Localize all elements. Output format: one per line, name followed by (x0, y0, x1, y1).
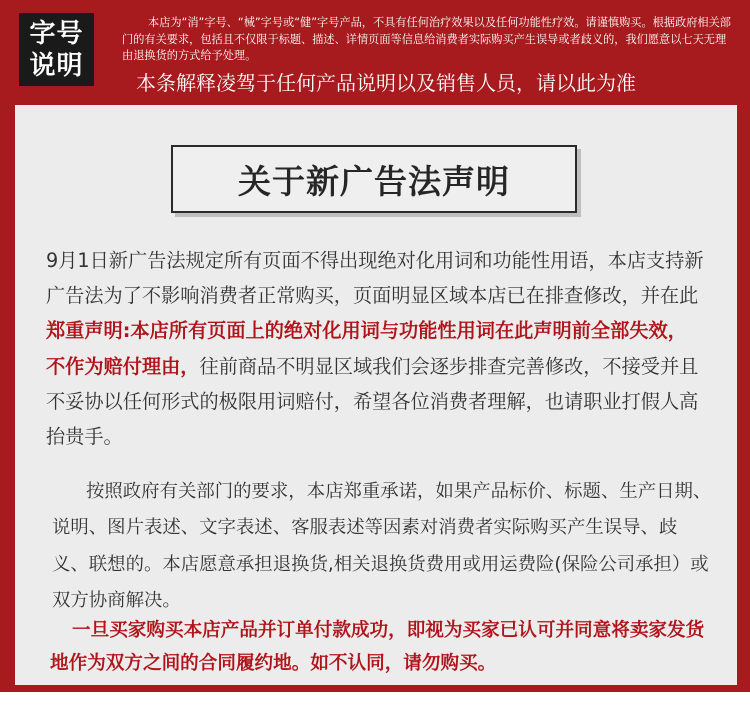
para1-text-after: 往前商品不明显区域我们会逐步排查完善修改，不接受并且不妥协以任何形式的极限用词赔付，希望各位消费者理解，也请职业打假人高抬贵手。 (46, 354, 699, 449)
badge (19, 13, 94, 86)
header (0, 0, 750, 105)
header-strong-line: 本条解释凌驾于任何产品说明以及销售人员，请以此为准 (136, 71, 636, 95)
badge-line-1: 字号 (29, 18, 84, 49)
page-title: 关于新广告法声明 (238, 161, 510, 201)
header-notice: 本店为“消”字号、“械”字号或“健”字号产品，不具有任何治疗效果以及任何功能性疗效。请谨慎购买。根据政府相关部门的有关要求，包括且不仅限于标题、描述、详情页面等信息给消费者实际购买产生误导或者歧义的，我们愿意以七天无理由退换货的方式给予处理。 (122, 16, 731, 62)
bottom-strip (0, 692, 750, 722)
paragraph-1 (46, 243, 706, 454)
para1-text-red: 郑重声明:本店所有页面上的绝对化用词与功能性用词在此声明前全部失效，不作为赔付理由， (46, 319, 687, 378)
paragraph-3: 一旦买家购买本店产品并订单付款成功，即视为买家已认可并同意将卖家发货地作为双方之间的合同履约地。如不认同，请勿购买。 (50, 620, 705, 674)
title-box (171, 145, 577, 213)
paragraph-2: 按照政府有关部门的要求，本店郑重承诺，如果产品标价、标题、生产日期、说明、图片表述、文字表述、客服表述等因素对消费者实际购买产生误导、歧义、联想的。本店愿意承担退换货,相关退换货费用或用运费险(保险公司承担）或双方协商解决。 (52, 481, 712, 612)
para1-text-before: 9月1日新广告法规定所有页面不得出现绝对化用词和功能性用语，本店支持新广告法为了不影响消费者正常购买，页面明显区域本店已在排查修改，并在此 (46, 249, 704, 308)
badge-line-2: 说明 (29, 50, 84, 81)
